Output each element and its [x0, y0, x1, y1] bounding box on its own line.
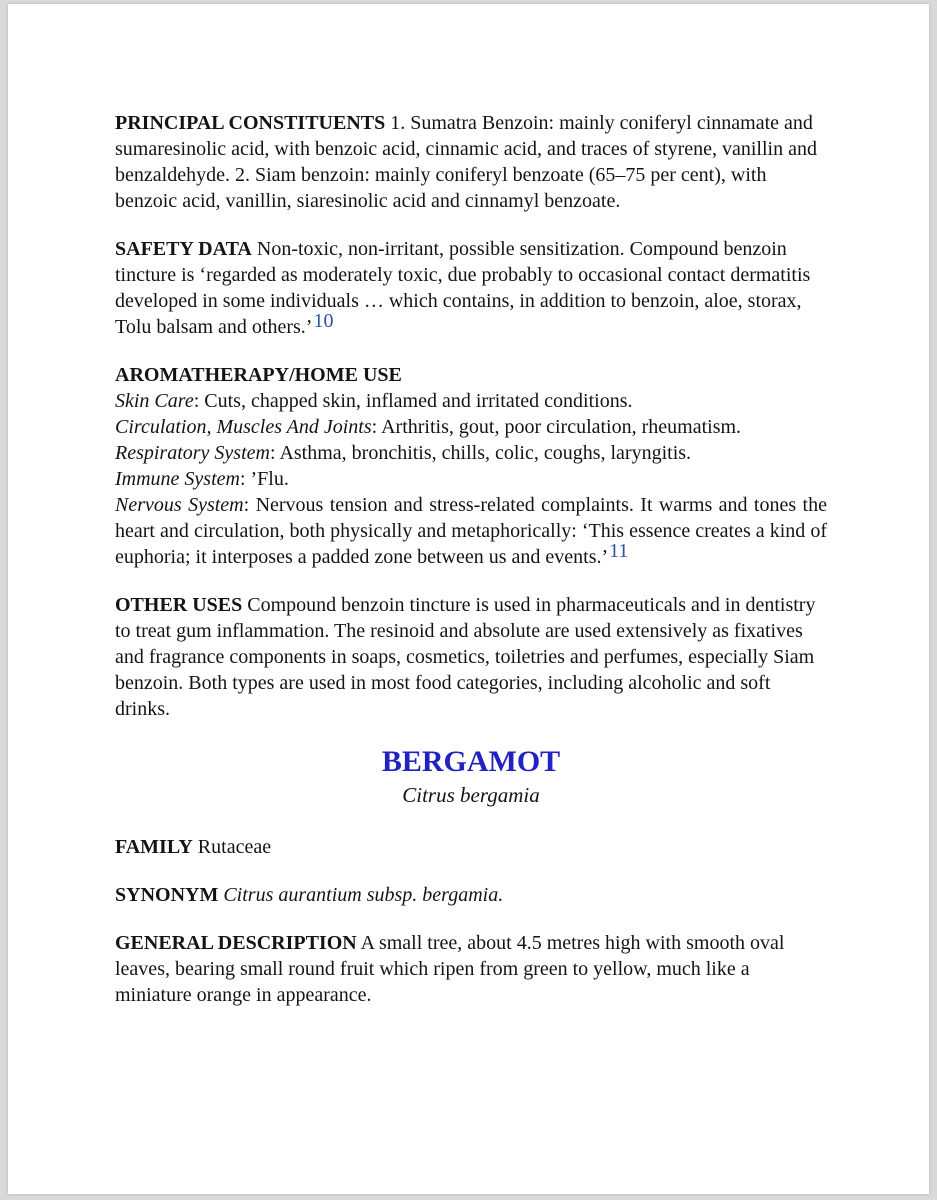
species-botanical-name: Citrus bergamia	[402, 783, 540, 807]
aromatherapy-item-label: Skin Care	[115, 390, 194, 412]
principal-constituents-paragraph	[115, 110, 827, 214]
aromatherapy-section	[115, 362, 827, 570]
aromatherapy-item-label: Respiratory System	[115, 442, 270, 464]
footnote-link-11[interactable]: 11	[609, 540, 629, 562]
aromatherapy-item-label: Nervous System	[115, 494, 244, 516]
aromatherapy-item-circulation	[115, 414, 827, 440]
other-uses-text: Compound benzoin tincture is used in pharmaceuticals and in dentistry to treat gum inflammation. The resinoid and absolute are used extensively as fixatives and fragrance components in soaps, cosmetics, toiletries and perfumes, especially Siam benzoin. Both types are used in most food categories, including alcoholic and soft drinks.	[115, 594, 816, 720]
aromatherapy-item-text: : Nervous tension and stress-related complaints. It warms and tones the heart and circulation, both physically and metaphorically: ‘This essence creates a kind of euphoria; it interposes a padded zone between us and events.’	[115, 494, 827, 568]
general-description-paragraph	[115, 930, 827, 1008]
general-description-text: A small tree, about 4.5 metres high with smooth oval leaves, bearing small round fruit which ripen from green to yellow, much like a miniature orange in appearance.	[115, 932, 785, 1006]
principal-constituents-label: PRINCIPAL CONSTITUENTS	[115, 112, 386, 134]
footnote-link-10[interactable]: 10	[313, 310, 334, 332]
family-label: FAMILY	[115, 836, 193, 858]
aromatherapy-item-respiratory	[115, 440, 827, 466]
synonym-label: SYNONYM	[115, 884, 219, 906]
safety-data-paragraph	[115, 236, 827, 340]
other-uses-paragraph	[115, 592, 827, 722]
species-title: BERGAMOT	[381, 745, 561, 778]
aromatherapy-item-label: Immune System	[115, 468, 240, 490]
aromatherapy-item-immune	[115, 466, 827, 492]
aromatherapy-heading: AROMATHERAPY/HOME USE	[115, 364, 402, 386]
family-text: Rutaceae	[192, 836, 272, 858]
synonym-paragraph	[115, 882, 827, 908]
principal-constituents-text: 1. Sumatra Benzoin: mainly coniferyl cinnamate and sumaresinolic acid, with benzoic acid, cinnamic acid, and traces of styrene, vanillin and benzaldehyde. 2. Siam benzoin: mainly coniferyl benzoate (65–75 per cent), with benzoic acid, vanillin, siaresinolic acid and cinnamyl benzoate.	[115, 112, 817, 212]
aromatherapy-item-nervous	[115, 492, 827, 570]
aromatherapy-item-label: Circulation, Muscles And Joints	[115, 416, 372, 438]
synonym-text: Citrus aurantium subsp. bergamia.	[218, 884, 504, 906]
aromatherapy-item-text: : Arthritis, gout, poor circulation, rheumatism.	[371, 416, 742, 438]
book-page	[8, 4, 929, 1194]
safety-data-text: Non-toxic, non-irritant, possible sensitization. Compound benzoin tincture is ‘regarded as moderately toxic, due probably to occasional contact dermatitis developed in some individuals … which contains, in addition to benzoin, aloe, storax, Tolu balsam and others.’	[115, 238, 811, 338]
aromatherapy-item-skin-care	[115, 388, 827, 414]
family-paragraph	[115, 834, 827, 860]
aromatherapy-item-text: : Asthma, bronchitis, chills, colic, coughs, laryngitis.	[269, 442, 692, 464]
aromatherapy-item-text: : ’Flu.	[239, 468, 289, 490]
general-description-label: GENERAL DESCRIPTION	[115, 932, 357, 954]
other-uses-label: OTHER USES	[115, 594, 243, 616]
aromatherapy-item-text: : Cuts, chapped skin, inflamed and irritated conditions.	[193, 390, 633, 412]
safety-data-label: SAFETY DATA	[115, 238, 252, 260]
page-content	[115, 110, 827, 1030]
